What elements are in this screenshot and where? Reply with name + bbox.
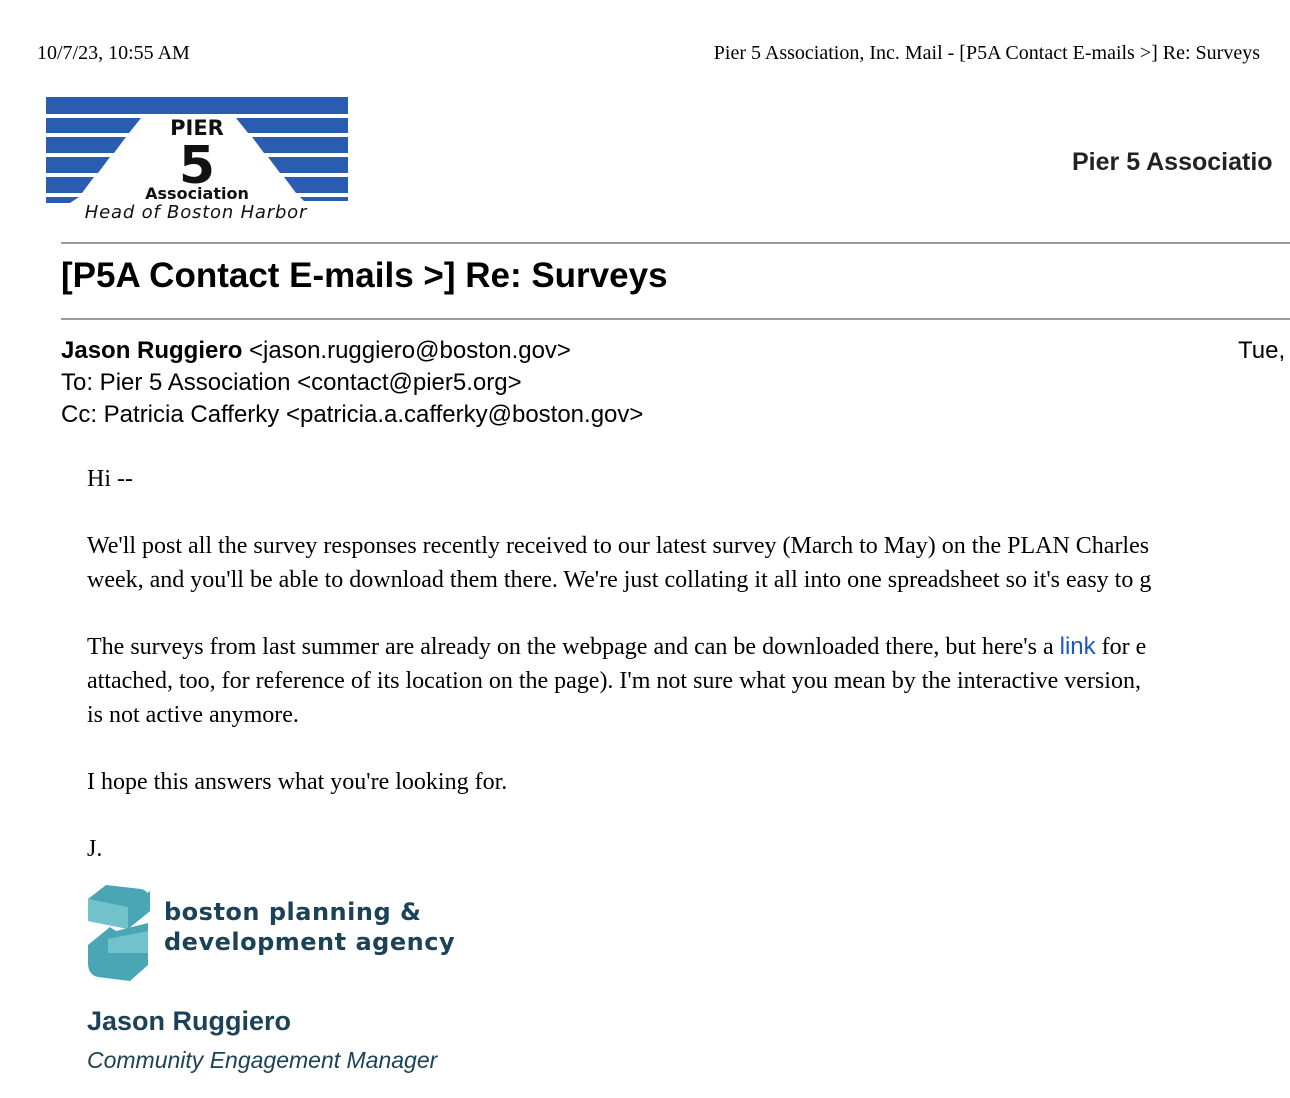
divider-bottom <box>61 318 1290 320</box>
survey-link[interactable]: link <box>1059 633 1096 660</box>
paragraph-1: We'll post all the survey responses recently received to our latest survey (March to May) on the PLAN Charles week, and you'll be able to download them there. We're just collating it all into one spreadsheet so it's easy to g <box>87 533 1152 593</box>
pier5-logo-graphic <box>46 97 348 221</box>
paragraph-3: I hope this answers what you're looking for. <box>87 769 508 795</box>
email-date: Tue, <box>1238 337 1286 364</box>
print-page-title: Pier 5 Association, Inc. Mail - [P5A Contact E-mails >] Re: Surveys <box>713 42 1260 64</box>
sender-email: <jason.ruggiero@boston.gov> <box>249 337 571 364</box>
print-header <box>0 40 1290 70</box>
svg-text:Association: Association <box>145 184 249 203</box>
signoff: J. <box>87 836 103 862</box>
sender-name: Jason Ruggiero <box>61 337 243 364</box>
pier5-logo <box>46 97 348 221</box>
email-subject: [P5A Contact E-mails >] Re: Surveys <box>61 256 668 295</box>
svg-text:5: 5 <box>178 136 216 196</box>
bpda-logo <box>86 883 466 983</box>
email-meta <box>61 335 643 431</box>
org-name: Pier 5 Associatio <box>1072 148 1273 176</box>
signature-title: Community Engagement Manager <box>87 1047 438 1073</box>
email-body <box>87 462 1290 899</box>
divider-top <box>61 242 1290 244</box>
bpda-logo-icon <box>86 883 152 983</box>
svg-text:Head of Boston Harbor: Head of Boston Harbor <box>84 202 308 221</box>
to-line: To: Pier 5 Association <contact@pier5.org> <box>61 369 522 396</box>
bpda-wordmark: boston planning & development agency <box>164 898 456 956</box>
paragraph-2: The surveys from last summer are already on the webpage and can be downloaded there, but here's a link for e attached, too, for reference of its location on the page). I'm not sure what you mean by the interactive version, is not active anymore. <box>87 633 1147 728</box>
cc-line: Cc: Patricia Cafferky <patricia.a.cafferky@boston.gov> <box>61 401 644 428</box>
signature-name: Jason Ruggiero <box>87 1006 292 1036</box>
greeting: Hi -- <box>87 466 133 492</box>
print-datetime: 10/7/23, 10:55 AM <box>37 42 190 64</box>
svg-text:PIER: PIER <box>170 116 224 140</box>
from-line <box>61 335 643 367</box>
